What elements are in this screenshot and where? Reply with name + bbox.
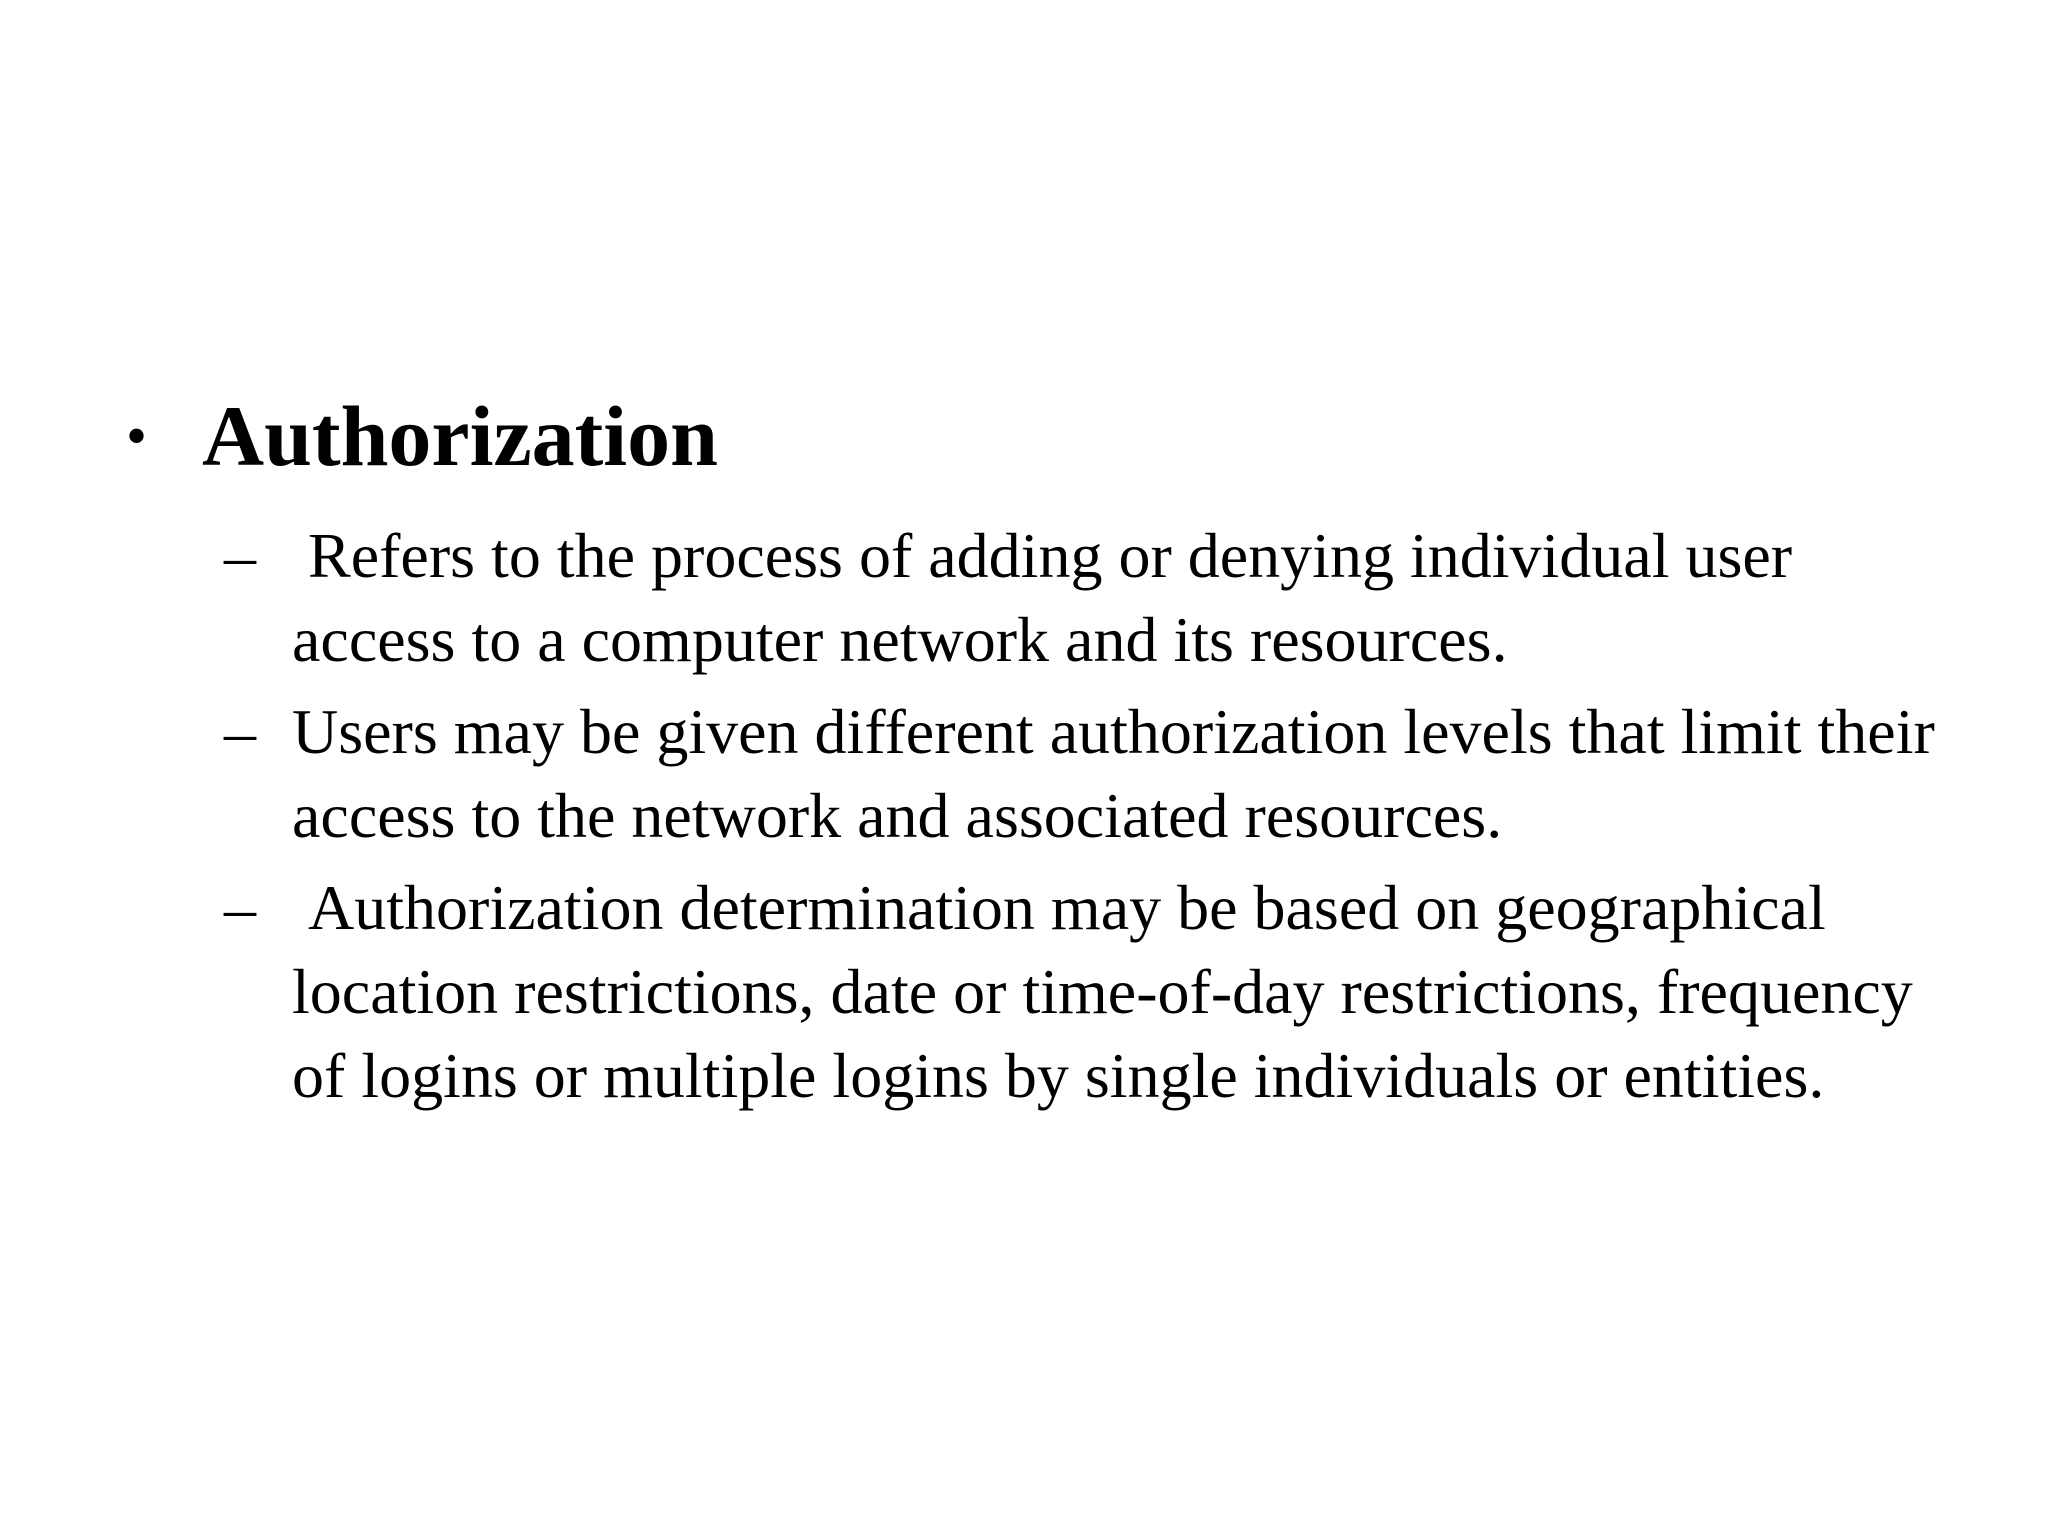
dash-icon: – bbox=[224, 872, 256, 943]
list-item-text: Users may be given different authorization levels that limit their access to the network and associated resources. bbox=[292, 696, 1935, 851]
heading-row bbox=[126, 386, 1926, 486]
list-item bbox=[224, 866, 1944, 1118]
dash-icon: – bbox=[224, 696, 256, 767]
list-item bbox=[224, 690, 1944, 858]
bullet-icon: • bbox=[126, 403, 148, 469]
list-item bbox=[224, 514, 1944, 682]
sub-bullet-list bbox=[224, 514, 1944, 1126]
list-item-text: Authorization determination may be based on geographical location restrictions, date or time-of-day restrictions, frequency of logins or multiple logins by single individuals or entities. bbox=[292, 872, 1929, 1111]
slide-heading: Authorization bbox=[202, 388, 718, 484]
dash-icon: – bbox=[224, 520, 256, 591]
list-item-text: Refers to the process of adding or denying individual user access to a computer network and its resources. bbox=[292, 520, 1809, 675]
